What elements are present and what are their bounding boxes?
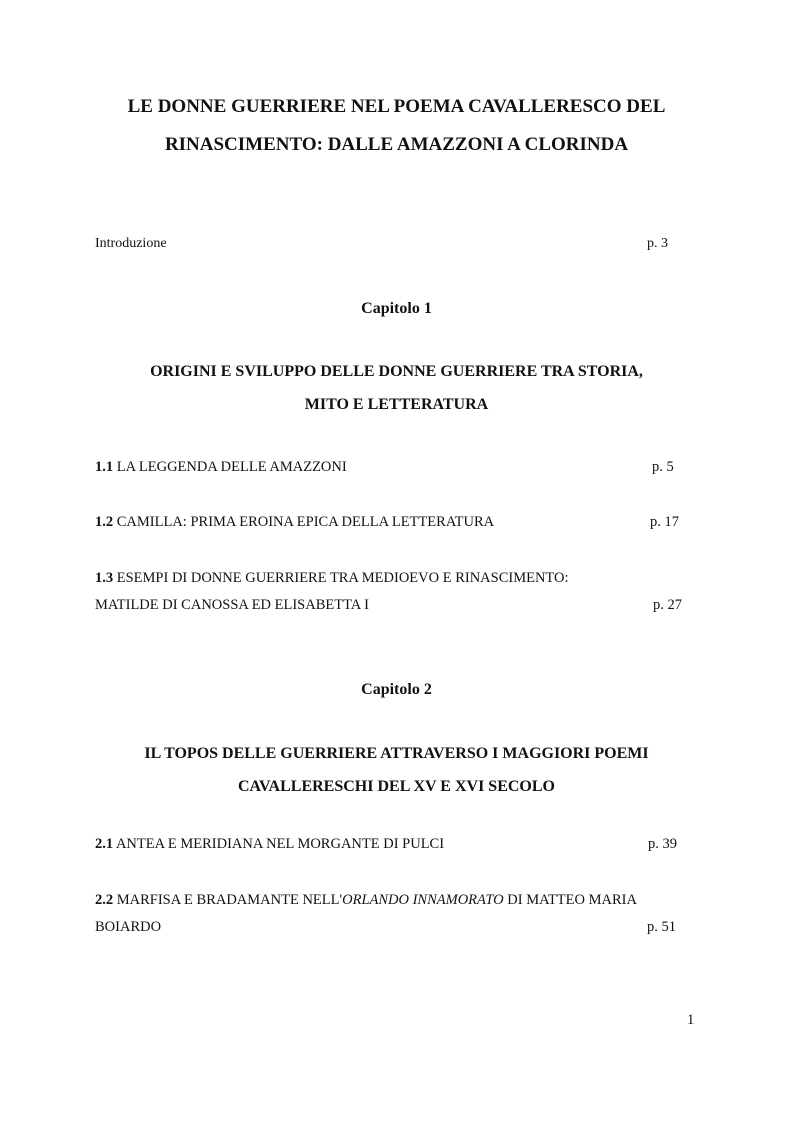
- document-title-line1: LE DONNE GUERRIERE NEL POEMA CAVALLERESCO DEL: [127, 96, 666, 117]
- toc-entry-2-1: [95, 836, 444, 853]
- toc-entry-number: 1.1: [95, 459, 114, 475]
- toc-entry-text: ANTEA E MERIDIANA NEL MORGANTE DI PULCI: [113, 836, 445, 852]
- chapter-1-title-line2: MITO E LETTERATURA: [304, 396, 489, 413]
- toc-intro-label: Introduzione: [95, 236, 167, 251]
- toc-entry-number: 1.2: [95, 514, 114, 530]
- chapter-1-title-line1: ORIGINI E SVILUPPO DELLE DONNE GUERRIERE TRA STORIA,: [150, 363, 643, 380]
- toc-entry-text: ESEMPI DI DONNE GUERRIERE TRA MEDIOEVO E RINASCIMENTO:: [113, 570, 569, 586]
- toc-entry-2-1-page: p. 39: [648, 836, 677, 852]
- toc-entry-number: 2.2: [95, 892, 114, 908]
- chapter-1-heading: Capitolo 1: [361, 300, 432, 317]
- toc-entry-1-1-page: p. 5: [652, 459, 674, 475]
- toc-entry-2-2-continuation: BOIARDO: [95, 919, 162, 935]
- toc-entry-1-2: [95, 514, 494, 531]
- toc-entry-2-2-page: p. 51: [647, 919, 676, 935]
- toc-intro-page: p. 3: [647, 236, 668, 251]
- chapter-2-heading: Capitolo 2: [361, 681, 432, 698]
- document-title-line2: RINASCIMENTO: DALLE AMAZZONI A CLORINDA: [164, 134, 629, 155]
- chapter-2-title-line1: IL TOPOS DELLE GUERRIERE ATTRAVERSO I MAGGIORI POEMI: [144, 745, 649, 762]
- toc-entry-2-2: [95, 892, 637, 909]
- toc-entry-text: LA LEGGENDA DELLE AMAZZONI: [113, 459, 347, 475]
- toc-entry-1-1: [95, 459, 347, 476]
- page-number: 1: [687, 1012, 695, 1028]
- toc-entry-1-3-page: p. 27: [653, 597, 682, 613]
- toc-entry-number: 1.3: [95, 570, 114, 586]
- toc-entry-text-end: DI MATTEO MARIA: [503, 892, 637, 908]
- chapter-2-title-line2: CAVALLERESCHI DEL XV E XVI SECOLO: [238, 778, 555, 795]
- toc-entry-1-3: [95, 570, 569, 587]
- toc-entry-text: CAMILLA: PRIMA EROINA EPICA DELLA LETTERATURA: [113, 514, 495, 530]
- toc-entry-1-3-continuation: MATILDE DI CANOSSA ED ELISABETTA I: [95, 597, 369, 613]
- toc-entry-italic-title: ORLANDO INNAMORATO: [342, 892, 504, 908]
- toc-entry-1-2-page: p. 17: [650, 514, 679, 530]
- toc-entry-text: MARFISA E BRADAMANTE NELL': [113, 892, 343, 908]
- toc-entry-number: 2.1: [95, 836, 114, 852]
